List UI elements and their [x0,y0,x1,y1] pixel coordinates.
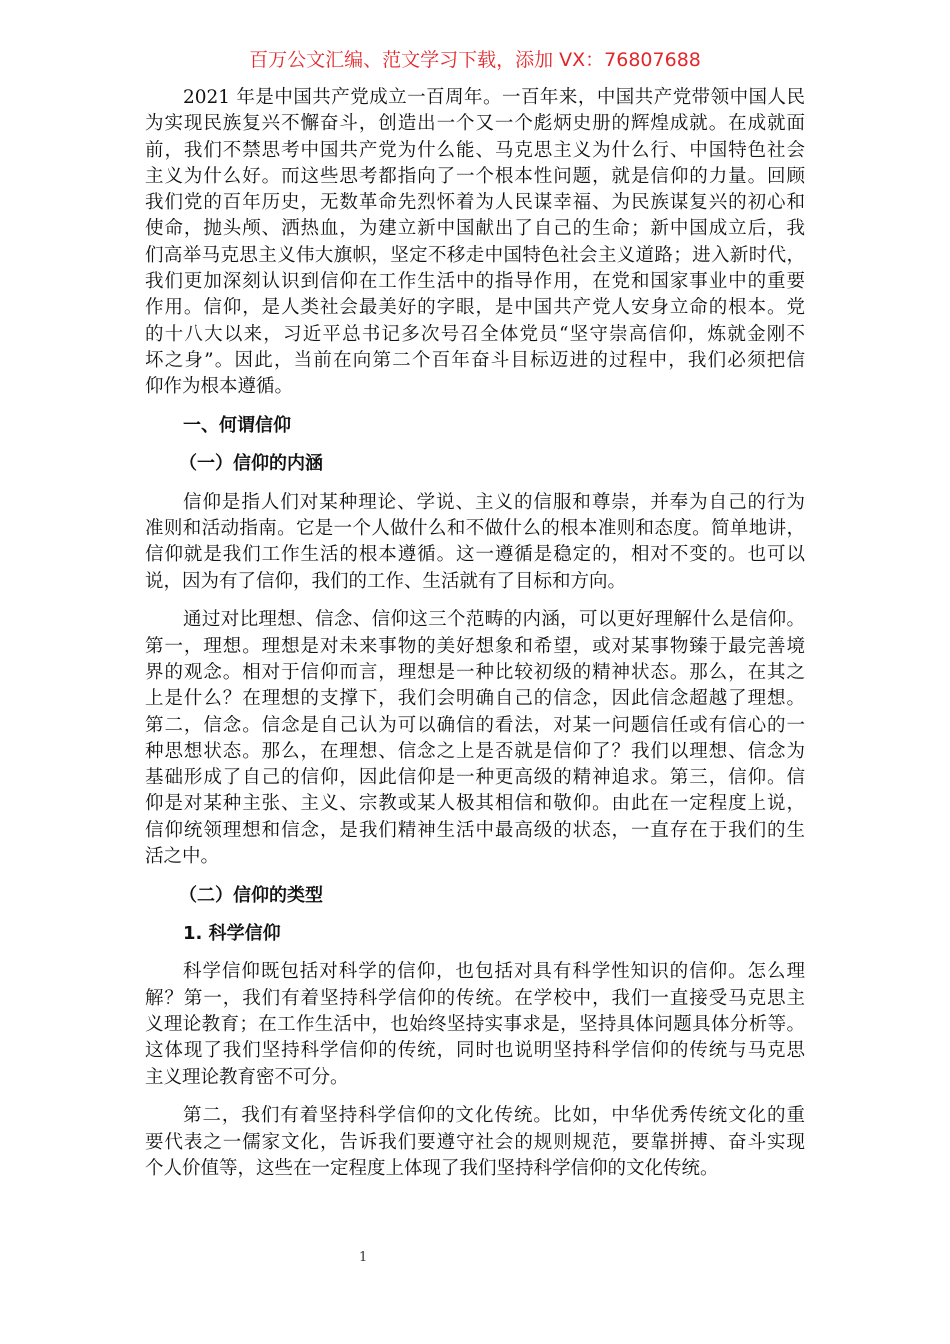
text-line: 活之中。 [145,846,220,868]
text-line: 信仰统领理想和信念，是我们精神生活中最高级的状态，一直存在于我们的生 [145,819,805,841]
paragraph [145,85,805,401]
text-line: 们高举马克思主义伟大旗帜，坚定不移走中国特色社会主义道路；进入新时代， [145,244,805,266]
text-line: 上是什么？在理想的支撑下，我们会明确自己的信念，因此信念超越了理想。 [145,688,805,710]
text-line: 说，因为有了信仰，我们的工作、生活就有了目标和方向。 [145,570,627,592]
text-line: 要代表之一儒家文化，告诉我们要遵守社会的规则规范，要靠拼搏、奋斗实现 [145,1131,805,1153]
text-line: 前，我们不禁思考中国共产党为什么能、马克思主义为什么行、中国特色社会 [145,139,805,161]
text-line: 个人价值等，这些在一定程度上体现了我们坚持科学信仰的文化传统。 [145,1157,719,1179]
section-heading: （一）信仰的内涵 [179,453,323,475]
text-line: 为实现民族复兴不懈奋斗，创造出一个又一个彪炳史册的辉煌成就。在成就面 [145,113,805,135]
text-line: 主义为什么好。而这些思考都指向了一个根本性问题，就是信仰的力量。回顾 [145,165,805,187]
paragraph [145,490,805,595]
text-line: 这体现了我们坚持科学信仰的传统，同时也说明坚持科学信仰的传统与马克思 [145,1040,805,1062]
page-number: 1 [359,1250,368,1265]
text-line: 解？第一，我们有着坚持科学信仰的传统。在学校中，我们一直接受马克思主 [145,987,805,1009]
text-line: 界的观念。相对于信仰而言，理想是一种比较初级的精神状态。那么，在其之 [145,661,805,683]
section-heading: 1. 科学信仰 [183,923,281,945]
text-line: 使命，抛头颅、洒热血，为建立新中国献出了自己的生命；新中国成立后，我 [145,218,805,240]
text-line: 2021 年是中国共产党成立一百周年。一百年来，中国共产党带领中国人民 [183,87,805,108]
watermark-banner: 百万公文汇编、范文学习下载，添加 VX：76807688 [249,49,701,71]
section-heading: （二）信仰的类型 [179,884,323,906]
text-line: 基础形成了自己的信仰，因此信仰是一种更高级的精神追求。第三，信仰。信 [145,767,805,789]
text-line: 义理论教育；在工作生活中，也始终坚持实事求是，坚持具体问题具体分析等。 [145,1014,805,1035]
text-line: 信仰是指人们对某种理论、学说、主义的信服和尊崇，并奉为自己的行为 [183,491,805,513]
paragraph [145,607,805,870]
text-line: 仰是对某种主张、主义、宗教或某人极其相信和敬仰。由此在一定程度上说， [145,793,805,815]
text-line: 坏之身”。因此，当前在向第二个百年奋斗目标迈进的过程中，我们必须把信 [145,349,805,371]
text-line: 第二，我们有着坚持科学信仰的文化传统。比如，中华优秀传统文化的重 [183,1105,805,1127]
text-line: 种思想状态。那么，在理想、信念之上是否就是信仰了？我们以理想、信念为 [145,740,805,762]
text-line: 第二，信念。信念是自己认为可以确信的看法，对某一问题信任或有信心的一 [145,714,805,736]
paragraph [145,959,805,1090]
text-line: 第一，理想。理想是对未来事物的美好想象和希望，或对某事物臻于最完善境 [145,635,805,657]
text-line: 信仰就是我们工作生活的根本遵循。这一遵循是稳定的，相对不变的。也可以 [145,544,805,566]
text-line: 主义理论教育密不可分。 [145,1066,349,1088]
text-line: 的十八大以来，习近平总书记多次号召全体党员“坚守崇高信仰，炼就金刚不 [145,323,805,345]
text-line: 准则和活动指南。它是一个人做什么和不做什么的根本准则和态度。简单地讲， [145,517,805,539]
text-line: 作用。信仰，是人类社会最美好的字眼，是中国共产党人安身立命的根本。党 [145,297,805,319]
text-line: 通过对比理想、信念、信仰这三个范畴的内涵，可以更好理解什么是信仰。 [183,609,805,631]
text-line: 科学信仰既包括对科学的信仰，也包括对具有科学性知识的信仰。怎么理 [183,961,805,983]
paragraph [145,1103,805,1182]
text-line: 仰作为根本遵循。 [145,376,294,398]
section-heading: 一、何谓信仰 [183,415,291,437]
document-body [145,85,805,1195]
text-line: 我们更加深刻认识到信仰在工作生活中的指导作用，在党和国家事业中的重要 [145,271,805,293]
text-line: 我们党的百年历史，无数革命先烈怀着为人民谋幸福、为民族谋复兴的初心和 [145,192,805,214]
